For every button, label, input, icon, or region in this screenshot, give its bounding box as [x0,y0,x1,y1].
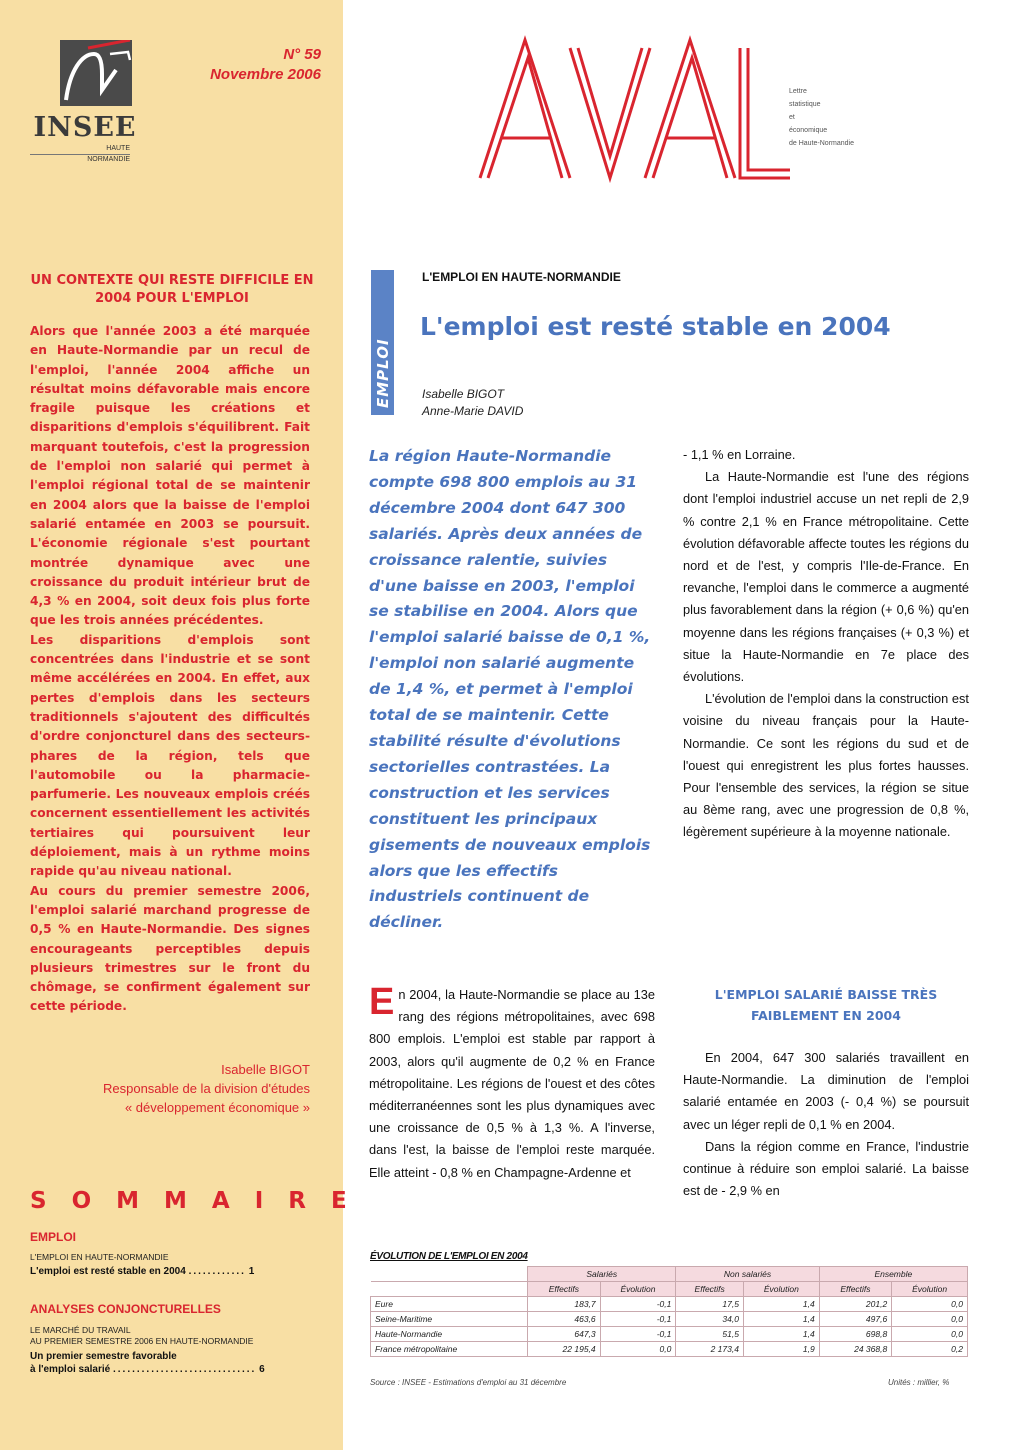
table-cell: -0,1 [600,1312,676,1327]
table-row [371,1312,968,1327]
article-paragraph: En 2004, 647 300 salariés travaillent en Haute-Normandie. La diminution de l'emploi salarié entamée en 2003 (- 0,4 %) se poursuit avec un léger repli de 0,1 % en 2004. [683,1050,969,1132]
sommaire-section-heading: ANALYSES CONJONCTURELLES [30,1302,221,1316]
table-cell: 698,8 [819,1327,892,1342]
table-group-header: Ensemble [819,1267,967,1282]
issue-date: Novembre 2006 [210,66,321,83]
article-lead: La région Haute-Normandie compte 698 800 emplois au 31 décembre 2004 dont 647 300 salariés. Après deux années de croissance ralentie, suivies d'une baisse en 2003, l'emploi se stabilise en 2004. Alors que l'emploi salarié baisse de 0,1 %, l'emploi non salarié augmente de 1,4 %, et permet à l'emploi total de se maintenir. Cette stabilité résulte d'évolutions sectorielles contrastées. La construction et les services constituent les principaux gisements de nouveaux emplois alors que les effectifs industriels continuent de décliner. [369,447,651,932]
issue-info [210,45,321,85]
table-row [371,1297,968,1312]
sommaire-item-label: L'emploi est resté stable en 2004 [30,1266,186,1277]
insee-region-line2: NORMANDIE [30,154,130,163]
table-cell: 647,3 [528,1327,601,1342]
table-cell: 463,6 [528,1312,601,1327]
article-subheading: L'EMPLOI SALARIÉ BAISSE TRÈS FAIBLEMENT EN 2004 [714,987,938,1023]
table-source: Source : INSEE - Estimations d'emploi au 31 décembre [370,1378,567,1387]
table-corner [371,1282,528,1297]
table-cell: 201,2 [819,1297,892,1312]
context-title: UN CONTEXTE QUI RESTE DIFFICILE EN 2004 POUR L'EMPLOI [30,273,314,306]
context-paragraph: Les disparitions d'emplois sont concentrées dans l'industrie et se sont même accélérées en 2004. En effet, aux pertes d'emplois dans les secteurs traditionnels s'ajoutent des difficultés d'ordre conjoncturel dans des secteurs-phares de la région, tels que l'automobile ou la pharmacie-parfumerie. Les nouveaux emplois créés concernent essentiellement les activités tertiaires qui poursuivent leur déploiement, mais à un rythme moins rapide qu'au niveau national. [30,632,310,879]
table-subheader: Évolution [892,1282,968,1297]
article-paragraph: Dans la région comme en France, l'industrie continue à réduire son emploi salarié. La baisse est de - 2,9 % en [683,1138,969,1199]
signature-name: Isabelle BIGOT [221,1062,310,1077]
section-label: EMPLOI [374,338,392,408]
table-cell: -0,1 [600,1327,676,1342]
table-subheader: Effectifs [819,1282,892,1297]
table-cell: 1,4 [743,1297,819,1312]
insee-region-line1: HAUTE [106,145,130,152]
table-cell: -0,1 [600,1297,676,1312]
sommaire-item[interactable] [30,1350,310,1376]
sommaire-section-sub: AU PREMIER SEMESTRE 2006 EN HAUTE-NORMANDIE [30,1336,254,1346]
aval-tagline [789,85,854,150]
sommaire-section-sub: L'EMPLOI EN HAUTE-NORMANDIE [30,1252,169,1262]
article-headline: L'emploi est resté stable en 2004 [420,312,891,341]
table-cell: 22 195,4 [528,1342,601,1357]
employment-table [370,1266,968,1357]
sommaire-title: SOMMAIRE [30,1188,372,1214]
insee-brand: INSEE [33,112,137,143]
table-cell: 0,2 [892,1342,968,1357]
table-cell: 24 368,8 [819,1342,892,1357]
table-cell: 17,5 [676,1297,744,1312]
insee-logo-mark [60,40,132,106]
issue-number: N° 59 [283,46,321,63]
table-subheader: Effectifs [528,1282,601,1297]
article-paragraph [369,981,655,1184]
table-corner [371,1267,528,1282]
table-subheader: Effectifs [676,1282,744,1297]
table-cell: 34,0 [676,1312,744,1327]
context-paragraph: Au cours du premier semestre 2006, l'emploi salarié marchand progresse de 0,5 % en Haute-Normandie. Des signes encourageants perceptibles depuis plusieurs trimestres sur le front du chômage, se confirment également sur cette période. [30,883,310,1014]
article-paragraph: La Haute-Normandie est l'une des régions dont l'emploi industriel accuse un net repli de 2,9 % contre 2,1 % en France métropolitaine. Cette évolution défavorable affecte toutes les régions du nord et de l'est, y compris l'Ile-de-France. En revanche, l'emploi dans le commerce a augmenté plus favorablement dans la région (+ 0,6 %) qu'en moyenne dans les régions françaises (+ 0,3 %) et situe la Haute-Normandie en 7e place des évolutions. [683,469,969,685]
article-paragraph: - 1,1 % en Lorraine. [683,447,796,462]
article-paragraph-text: n 2004, la Haute-Normandie se place au 13e rang des régions métropolitaines, avec 698 800 emplois. L'emploi est stable par rapport à 2003, alors qu'il augmente de 0,2 % en France métropolitaine. Les régions de l'ouest et des côtes méditerranéennes sont les plus dynamiques avec une croissance de 0,5 % à 1,3 %. A l'inverse, dans l'est, la baisse de l'emploi reste marquée. Elle atteint - 0,8 % en Champagne-Ardenne et [369,987,655,1180]
dropcap: E [369,981,395,1023]
table-cell: 0,0 [892,1327,968,1342]
table-cell: 1,9 [743,1342,819,1357]
insee-logo [30,34,140,174]
sommaire-item[interactable] [30,1265,310,1278]
article-authors [422,386,523,420]
table-cell: 1,4 [743,1312,819,1327]
sidebar [0,0,372,1450]
table-cell: 0,0 [600,1342,676,1357]
sommaire-item-dots: ............ [188,1266,246,1277]
article-kicker: L'EMPLOI EN HAUTE-NORMANDIE [422,270,621,284]
tagline-line: de Haute-Normandie [789,140,854,147]
tagline-line: Lettre [789,88,807,95]
tagline-line: statistique [789,101,821,108]
sommaire-item-page: 6 [259,1364,265,1375]
tagline-line: économique [789,127,828,134]
table-title: ÉVOLUTION DE L'EMPLOI EN 2004 [370,1251,528,1262]
context-paragraph: Alors que l'année 2003 a été marquée en Haute-Normandie par un recul de l'emploi, l'année 2004 affiche un résultat moins défavorable mais encore fragile puisque les créations et disparitions d'emplois s'équilibrent. Fait marquant toutefois, c'est la progression de l'emploi non salarié qui permet à l'emploi régional total de se maintenir en 2004 alors que la baisse de l'emploi salarié entamée en 2003 se poursuit. L'économie régionale s'est pourtant montrée dynamique avec une croissance du produit intérieur brut de 4,3 % en 2004, soit deux fois plus forte que les trois années précédentes. [30,324,310,628]
section-band [371,270,394,415]
table-subheader: Évolution [600,1282,676,1297]
signature-role: Responsable de la division d'études [102,1081,310,1096]
table-units: Unités : millier, % [888,1378,950,1387]
article-column-left [369,981,655,1184]
author-name: Isabelle BIGOT [422,387,505,401]
table-row-label: Haute-Normandie [371,1327,528,1342]
sommaire-section-heading: EMPLOI [30,1230,77,1244]
sommaire-item-label: Un premier semestre favorable [30,1351,177,1362]
table-row-label: Seine-Maritime [371,1312,528,1327]
table-row [371,1327,968,1342]
article-paragraph: L'évolution de l'emploi dans la construction est voisine du niveau français pour la Haute-Normandie. Ce sont les régions du sud et de l'ouest qui enregistrent les plus fortes hausses. Pour l'ensemble des services, la région se situe au 8ème rang, avec une progression de 0,8 %, légèrement supérieure à la moyenne nationale. [683,691,969,840]
sommaire-section-sub: LE MARCHÉ DU TRAVAIL [30,1325,131,1335]
table-cell: 497,6 [819,1312,892,1327]
table-cell: 0,0 [892,1312,968,1327]
sommaire-item-dots: .............................. [112,1364,257,1375]
table-cell: 51,5 [676,1327,744,1342]
aval-masthead-logo [470,28,800,198]
table-group-header: Non salariés [676,1267,819,1282]
sommaire-item-page: 1 [248,1266,255,1277]
author-name: Anne-Marie DAVID [422,404,524,418]
context-body [30,322,310,1017]
table-cell: 183,7 [528,1297,601,1312]
table-row [371,1342,968,1357]
signature-division: « développement économique » [124,1100,310,1115]
table-group-header: Salariés [528,1267,676,1282]
article-column-right [683,444,969,844]
table-cell: 2 173,4 [676,1342,744,1357]
article-column-right-bottom [683,1047,969,1202]
table-cell: 0,0 [892,1297,968,1312]
context-signature [30,1060,310,1117]
table-row-label: Eure [371,1297,528,1312]
table-subheader: Évolution [743,1282,819,1297]
sommaire-item-label: à l'emploi salarié [30,1364,111,1375]
tagline-line: et [789,114,795,121]
table-cell: 1,4 [743,1327,819,1342]
table-row-label: France métropolitaine [371,1342,528,1357]
